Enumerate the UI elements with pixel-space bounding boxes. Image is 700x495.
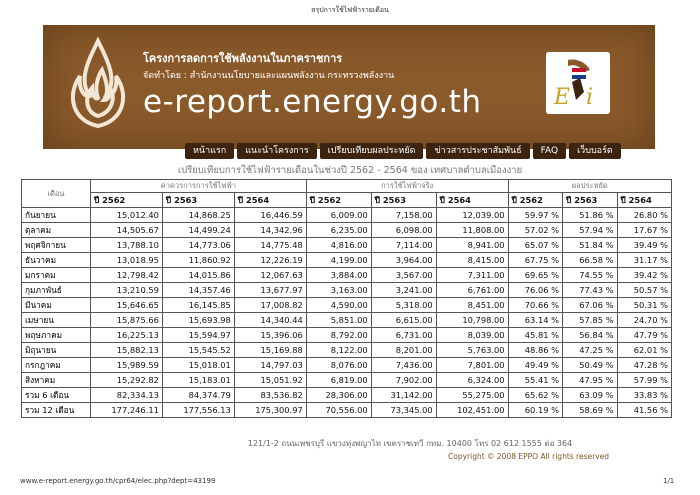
savings-cell: 39.42 % <box>617 268 672 283</box>
value-cell: 10,798.00 <box>436 313 508 328</box>
nav-webboard[interactable]: เว็บบอร์ด <box>569 143 621 159</box>
value-cell: 12,226.19 <box>234 253 306 268</box>
page-subtitle: เปรียบเทียบการใช้ไฟฟ้ารายเดือนในช่วงปี 2562 - 2564 ของ เทศบาลตำบลเมืองงาย <box>177 165 523 176</box>
savings-cell: 17.67 % <box>617 223 672 238</box>
month-header: เดือน <box>22 180 91 208</box>
value-cell: 6,731.00 <box>371 328 436 343</box>
value-cell: 15,292.82 <box>91 373 163 388</box>
month-cell: มิถุนายน <box>22 343 91 358</box>
savings-cell: 74.55 % <box>563 268 617 283</box>
value-cell: 15,012.40 <box>91 208 163 223</box>
value-cell: 15,875.66 <box>91 313 163 328</box>
month-cell: มีนาคม <box>22 298 91 313</box>
main-nav <box>185 143 621 159</box>
value-cell: 15,183.01 <box>162 373 234 388</box>
month-cell: กรกฎาคม <box>22 358 91 373</box>
value-cell: 8,941.00 <box>436 238 508 253</box>
value-cell: 15,545.52 <box>162 343 234 358</box>
electricity-table <box>21 179 672 418</box>
value-cell: 14,015.86 <box>162 268 234 283</box>
value-cell: 6,098.00 <box>371 223 436 238</box>
nav-home[interactable]: หน้าแรก <box>185 143 234 159</box>
month-cell: พฤศจิกายน <box>22 238 91 253</box>
savings-cell: 76.06 % <box>508 283 562 298</box>
value-cell: 14,868.25 <box>162 208 234 223</box>
svg-text:E: E <box>554 85 571 110</box>
value-cell: 4,199.00 <box>306 253 371 268</box>
value-cell: 5,763.00 <box>436 343 508 358</box>
table-row <box>22 223 672 238</box>
svg-text:i: i <box>586 85 594 110</box>
month-cell: สิงหาคม <box>22 373 91 388</box>
value-cell: 6,761.00 <box>436 283 508 298</box>
savings-cell: 50.31 % <box>617 298 672 313</box>
value-cell: 82,334.13 <box>91 388 163 403</box>
value-cell: 8,039.00 <box>436 328 508 343</box>
value-cell: 6,009.00 <box>306 208 371 223</box>
savings-cell: 56.84 % <box>563 328 617 343</box>
month-cell: กันยายน <box>22 208 91 223</box>
value-cell: 8,415.00 <box>436 253 508 268</box>
month-cell: รวม 6 เดือน <box>22 388 91 403</box>
value-cell: 6,324.00 <box>436 373 508 388</box>
value-cell: 14,342.96 <box>234 223 306 238</box>
value-cell: 15,693.98 <box>162 313 234 328</box>
year-header: ปี 2563 <box>563 193 617 208</box>
value-cell: 7,114.00 <box>371 238 436 253</box>
value-cell: 3,964.00 <box>371 253 436 268</box>
table-row <box>22 208 672 223</box>
value-cell: 14,797.03 <box>234 358 306 373</box>
nav-compare[interactable]: เปรียบเทียบผลประหยัด <box>320 143 424 159</box>
value-cell: 8,792.00 <box>306 328 371 343</box>
savings-cell: 65.07 % <box>508 238 562 253</box>
savings-cell: 67.06 % <box>563 298 617 313</box>
value-cell: 8,122.00 <box>306 343 371 358</box>
month-cell: ตุลาคม <box>22 223 91 238</box>
nav-faq[interactable]: FAQ <box>533 143 566 159</box>
value-cell: 13,677.97 <box>234 283 306 298</box>
group-header-baseline: ค่าควรการการใช้ไฟฟ้า <box>91 180 307 193</box>
savings-cell: 57.94 % <box>563 223 617 238</box>
table-row <box>22 298 672 313</box>
savings-cell: 57.02 % <box>508 223 562 238</box>
value-cell: 15,051.92 <box>234 373 306 388</box>
value-cell: 7,311.00 <box>436 268 508 283</box>
savings-cell: 31.17 % <box>617 253 672 268</box>
footer-copyright: Copyright © 2008 EPPO All rights reserved <box>448 452 610 461</box>
table-row <box>22 238 672 253</box>
footer-address: 121/1-2 ถนนเพชรบุรี แขวงทุ่งพญาไท เขตราชเทวี กทม. 10400 โทร 02 612 1555 ต่อ 364 <box>247 439 573 448</box>
year-header: ปี 2564 <box>617 193 672 208</box>
value-cell: 7,801.00 <box>436 358 508 373</box>
nav-about[interactable]: แนะนำโครงการ <box>237 143 316 159</box>
value-cell: 177,246.11 <box>91 403 163 418</box>
value-cell: 7,902.00 <box>371 373 436 388</box>
month-cell: พฤษภาคม <box>22 328 91 343</box>
eppo-emblem-icon <box>546 52 610 114</box>
value-cell: 83,536.82 <box>234 388 306 403</box>
savings-cell: 45.81 % <box>508 328 562 343</box>
group-header-actual: การใช้ไฟฟ้าจริง <box>306 180 508 193</box>
savings-cell: 47.79 % <box>617 328 672 343</box>
savings-cell: 51.86 % <box>563 208 617 223</box>
value-cell: 8,451.00 <box>436 298 508 313</box>
total-row <box>22 388 672 403</box>
value-cell: 6,819.00 <box>306 373 371 388</box>
value-cell: 15,169.88 <box>234 343 306 358</box>
savings-cell: 57.85 % <box>563 313 617 328</box>
savings-cell: 49.49 % <box>508 358 562 373</box>
value-cell: 3,884.00 <box>306 268 371 283</box>
table-row <box>22 313 672 328</box>
value-cell: 12,067.63 <box>234 268 306 283</box>
value-cell: 15,018.01 <box>162 358 234 373</box>
savings-cell: 51.84 % <box>563 238 617 253</box>
savings-cell: 63.09 % <box>563 388 617 403</box>
savings-cell: 77.43 % <box>563 283 617 298</box>
value-cell: 177,556.13 <box>162 403 234 418</box>
value-cell: 5,851.00 <box>306 313 371 328</box>
value-cell: 14,775.48 <box>234 238 306 253</box>
savings-cell: 66.58 % <box>563 253 617 268</box>
value-cell: 13,788.10 <box>91 238 163 253</box>
table-row <box>22 253 672 268</box>
savings-cell: 67.75 % <box>508 253 562 268</box>
value-cell: 11,808.00 <box>436 223 508 238</box>
savings-cell: 47.28 % <box>617 358 672 373</box>
value-cell: 5,318.00 <box>371 298 436 313</box>
table-row <box>22 283 672 298</box>
table-row <box>22 268 672 283</box>
savings-cell: 62.01 % <box>617 343 672 358</box>
savings-cell: 60.19 % <box>508 403 562 418</box>
banner-title-line: โครงการลดการใช้พลังงานในภาคราชการ <box>143 52 343 65</box>
table-row <box>22 328 672 343</box>
value-cell: 14,499.24 <box>162 223 234 238</box>
value-cell: 15,646.65 <box>91 298 163 313</box>
value-cell: 28,306.00 <box>306 388 371 403</box>
value-cell: 11,860.92 <box>162 253 234 268</box>
value-cell: 8,201.00 <box>371 343 436 358</box>
savings-cell: 26.80 % <box>617 208 672 223</box>
savings-cell: 33.83 % <box>617 388 672 403</box>
value-cell: 31,142.00 <box>371 388 436 403</box>
value-cell: 4,816.00 <box>306 238 371 253</box>
year-header: ปี 2562 <box>91 193 163 208</box>
savings-cell: 55.41 % <box>508 373 562 388</box>
value-cell: 4,590.00 <box>306 298 371 313</box>
month-cell: กุมภาพันธ์ <box>22 283 91 298</box>
value-cell: 3,163.00 <box>306 283 371 298</box>
table-row <box>22 343 672 358</box>
value-cell: 16,446.59 <box>234 208 306 223</box>
value-cell: 16,145.85 <box>162 298 234 313</box>
savings-cell: 39.49 % <box>617 238 672 253</box>
value-cell: 15,594.97 <box>162 328 234 343</box>
month-cell: รวม 12 เดือน <box>22 403 91 418</box>
savings-cell: 24.70 % <box>617 313 672 328</box>
flame-logo-icon <box>58 36 138 131</box>
value-cell: 13,018.95 <box>91 253 163 268</box>
value-cell: 55,275.00 <box>436 388 508 403</box>
print-url: www.e-report.energy.go.th/cpr64/elec.php?dept=43199 <box>20 477 216 485</box>
page-number: 1/1 <box>663 477 675 485</box>
value-cell: 14,340.44 <box>234 313 306 328</box>
savings-cell: 47.25 % <box>563 343 617 358</box>
savings-cell: 59.97 % <box>508 208 562 223</box>
year-header: ปี 2564 <box>436 193 508 208</box>
value-cell: 15,989.59 <box>91 358 163 373</box>
savings-cell: 47.95 % <box>563 373 617 388</box>
value-cell: 15,882.13 <box>91 343 163 358</box>
value-cell: 12,039.00 <box>436 208 508 223</box>
value-cell: 15,396.06 <box>234 328 306 343</box>
savings-cell: 50.49 % <box>563 358 617 373</box>
value-cell: 13,210.59 <box>91 283 163 298</box>
savings-cell: 48.86 % <box>508 343 562 358</box>
value-cell: 102,451.00 <box>436 403 508 418</box>
year-header: ปี 2563 <box>371 193 436 208</box>
year-header: ปี 2564 <box>234 193 306 208</box>
value-cell: 16,225.13 <box>91 328 163 343</box>
value-cell: 14,505.67 <box>91 223 163 238</box>
savings-cell: 58.69 % <box>563 403 617 418</box>
month-cell: ธันวาคม <box>22 253 91 268</box>
savings-cell: 57.99 % <box>617 373 672 388</box>
total-row <box>22 403 672 418</box>
value-cell: 73,345.00 <box>371 403 436 418</box>
value-cell: 17,008.82 <box>234 298 306 313</box>
year-header: ปี 2563 <box>162 193 234 208</box>
value-cell: 7,436.00 <box>371 358 436 373</box>
nav-news[interactable]: ข่าวสารประชาสัมพันธ์ <box>426 143 529 159</box>
table-row <box>22 373 672 388</box>
value-cell: 3,567.00 <box>371 268 436 283</box>
value-cell: 7,158.00 <box>371 208 436 223</box>
savings-cell: 65.62 % <box>508 388 562 403</box>
site-domain: e-report.energy.go.th <box>143 84 482 120</box>
value-cell: 6,615.00 <box>371 313 436 328</box>
value-cell: 8,076.00 <box>306 358 371 373</box>
value-cell: 84,374.79 <box>162 388 234 403</box>
value-cell: 175,300.97 <box>234 403 306 418</box>
header-caption: สรุปการใช้ไฟฟ้ารายเดือน <box>311 6 389 14</box>
year-header: ปี 2562 <box>508 193 562 208</box>
value-cell: 6,235.00 <box>306 223 371 238</box>
savings-cell: 41.56 % <box>617 403 672 418</box>
value-cell: 3,241.00 <box>371 283 436 298</box>
value-cell: 14,357.46 <box>162 283 234 298</box>
savings-cell: 50.57 % <box>617 283 672 298</box>
value-cell: 14,773.06 <box>162 238 234 253</box>
banner-org-line: จัดทำโดย : สำนักงานนโยบายและแผนพลังงาน กระทรวงพลังงาน <box>143 71 395 81</box>
table-body <box>22 208 672 418</box>
savings-cell: 69.65 % <box>508 268 562 283</box>
month-cell: มกราคม <box>22 268 91 283</box>
month-cell: เมษายน <box>22 313 91 328</box>
value-cell: 12,798.42 <box>91 268 163 283</box>
savings-cell: 70.66 % <box>508 298 562 313</box>
year-header: ปี 2562 <box>306 193 371 208</box>
table-row <box>22 358 672 373</box>
value-cell: 70,556.00 <box>306 403 371 418</box>
group-header-savings: ผลประหยัด <box>508 180 671 193</box>
savings-cell: 63.14 % <box>508 313 562 328</box>
